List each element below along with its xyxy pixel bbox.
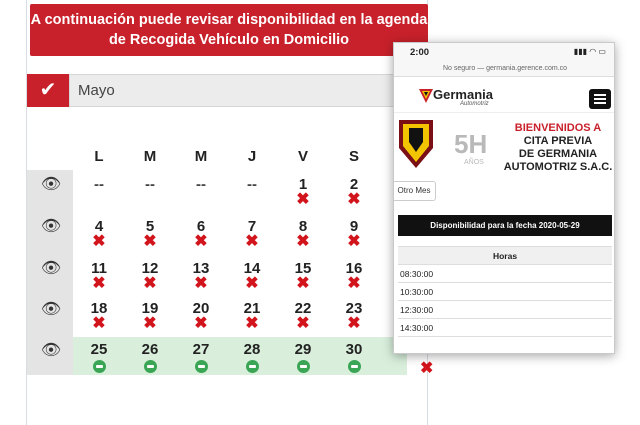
unavailable-mark: ✖ [420, 360, 434, 377]
unavailable-x-icon: ✖ [245, 315, 259, 332]
eye-slash-icon[interactable]: 👁 [40, 176, 62, 193]
calendar-panel [26, 0, 434, 425]
day-number: 22 [294, 300, 312, 317]
day-cell [125, 218, 175, 249]
hour-slot[interactable]: 12:30:00 [398, 301, 612, 319]
day-number: 12 [141, 260, 159, 277]
brand-sub: Automotriz [460, 101, 489, 107]
day-cell [278, 218, 328, 249]
day-cell [176, 300, 226, 331]
day-cell [329, 218, 379, 249]
day-number: 25 [90, 341, 108, 358]
day-number: 7 [247, 218, 257, 235]
hour-slot[interactable]: 08:30:00 [398, 265, 612, 283]
day-number: 21 [243, 300, 261, 317]
day-number: 27 [192, 341, 210, 358]
unavailable-x-icon: ✖ [347, 233, 361, 250]
germania-logo-icon [419, 89, 433, 103]
day-cell [227, 218, 277, 249]
day-cell [125, 260, 175, 291]
weekday-header: S [348, 148, 359, 165]
signal-wifi-battery-icon: ▮▮▮ ◠ ▭ [573, 47, 606, 56]
site-header [394, 77, 615, 113]
day-cell[interactable] [74, 341, 124, 378]
phone-screenshot [393, 42, 615, 354]
day-cell [74, 260, 124, 291]
eye-slash-icon[interactable]: 👁 [40, 218, 62, 235]
unavailable-x-icon: ✖ [245, 275, 259, 292]
weekday-header: J [247, 148, 257, 165]
url-bar[interactable]: No seguro — germania.gerence.com.co [394, 61, 615, 77]
day-cell[interactable] [329, 341, 379, 378]
day-number: 1 [298, 176, 308, 193]
day-cell[interactable] [176, 341, 226, 378]
hour-slot[interactable]: 10:30:00 [398, 283, 612, 301]
unavailable-x-icon: ✖ [296, 315, 310, 332]
month-select[interactable]: Mayo [69, 74, 429, 107]
day-number: 15 [294, 260, 312, 277]
day-number: 2 [349, 176, 359, 193]
welcome-hero [394, 115, 615, 175]
unavailable-x-icon: ✖ [347, 275, 361, 292]
unavailable-x-icon: ✖ [92, 315, 106, 332]
unavailable-x-icon: ✖ [194, 275, 208, 292]
brand-name: Germania [433, 87, 493, 102]
day-cell [227, 260, 277, 291]
eye-slash-icon[interactable]: 👁 [40, 260, 62, 277]
day-cell [329, 300, 379, 331]
day-number: -- [94, 176, 104, 193]
unavailable-x-icon: ✖ [143, 275, 157, 292]
welcome-text: BIENVENIDOS A CITA PREVIA DE GERMANIA AUTOMOTRIZ S.A.C. [503, 122, 613, 173]
day-number: 29 [294, 341, 312, 358]
day-cell [176, 218, 226, 249]
day-cell [278, 300, 328, 331]
hour-slot[interactable]: 14:30:00 [398, 319, 612, 337]
day-number: 6 [196, 218, 206, 235]
unavailable-x-icon: ✖ [245, 233, 259, 250]
shield-logo-icon [399, 120, 433, 168]
day-cell [125, 300, 175, 331]
day-number: 14 [243, 260, 261, 277]
day-number: 4 [94, 218, 104, 235]
check-icon: ✔ [27, 74, 69, 107]
unavailable-x-icon: ✖ [143, 233, 157, 250]
day-cell [176, 260, 226, 291]
availability-date-bar: Disponibilidad para la fecha 2020-05-29 [398, 215, 612, 236]
available-car-icon[interactable] [144, 360, 157, 373]
day-cell [74, 218, 124, 249]
anniversary-badge [450, 123, 500, 168]
day-cell[interactable] [125, 341, 175, 378]
day-number: 30 [345, 341, 363, 358]
available-car-icon[interactable] [195, 360, 208, 373]
unavailable-x-icon: ✖ [347, 315, 361, 332]
weekday-header: M [194, 148, 208, 165]
svg-text:AÑOS: AÑOS [464, 159, 484, 166]
available-car-icon[interactable] [93, 360, 106, 373]
available-car-icon[interactable] [246, 360, 259, 373]
day-number: 9 [349, 218, 359, 235]
day-cell [125, 176, 175, 193]
day-cell[interactable] [227, 341, 277, 378]
day-number: 19 [141, 300, 159, 317]
status-time: 2:00 [410, 47, 430, 58]
week-sidebar [27, 170, 73, 375]
day-number: -- [196, 176, 206, 193]
unavailable-x-icon: ✖ [92, 275, 106, 292]
unavailable-x-icon: ✖ [296, 275, 310, 292]
unavailable-x-icon: ✖ [143, 315, 157, 332]
day-cell [227, 300, 277, 331]
eye-icon[interactable]: 👁 [40, 342, 62, 359]
unavailable-x-icon: ✖ [194, 315, 208, 332]
day-number: 13 [192, 260, 210, 277]
status-bar [394, 43, 615, 61]
day-cell [176, 176, 226, 193]
day-number: 18 [90, 300, 108, 317]
available-car-icon[interactable] [297, 360, 310, 373]
day-number: -- [145, 176, 155, 193]
day-cell [227, 176, 277, 193]
day-number: -- [247, 176, 257, 193]
day-cell [278, 260, 328, 291]
day-cell [278, 176, 328, 207]
unavailable-x-icon: ✖ [194, 233, 208, 250]
day-cell [329, 176, 379, 207]
month-selector-row [27, 74, 429, 107]
day-number: 20 [192, 300, 210, 317]
day-number: 23 [345, 300, 363, 317]
unavailable-x-icon: ✖ [347, 191, 361, 208]
day-number: 26 [141, 341, 159, 358]
day-number: 11 [91, 260, 107, 277]
unavailable-x-icon: ✖ [296, 191, 310, 208]
day-cell[interactable] [278, 341, 328, 378]
weekday-header: M [143, 148, 157, 165]
day-number: 28 [243, 341, 261, 358]
day-cell [329, 260, 379, 291]
available-car-icon[interactable] [348, 360, 361, 373]
day-cell [74, 176, 124, 193]
day-cell [74, 300, 124, 331]
availability-banner: A continuación puede revisar disponibilidad en la agenda de Recogida Vehículo en Domicilio [30, 4, 428, 56]
eye-slash-icon[interactable]: 👁 [40, 301, 62, 318]
unavailable-x-icon: ✖ [92, 233, 106, 250]
day-number: 8 [298, 218, 308, 235]
svg-text:5H: 5H [454, 129, 488, 159]
unavailable-x-icon: ✖ [296, 233, 310, 250]
day-number: 5 [145, 218, 155, 235]
hamburger-menu-icon[interactable] [589, 89, 611, 109]
weekday-header: V [297, 148, 308, 165]
hours-header: Horas [398, 246, 612, 265]
weekday-header: L [94, 148, 104, 165]
day-number: 16 [345, 260, 363, 277]
other-month-button[interactable]: Otro Mes [393, 181, 436, 201]
